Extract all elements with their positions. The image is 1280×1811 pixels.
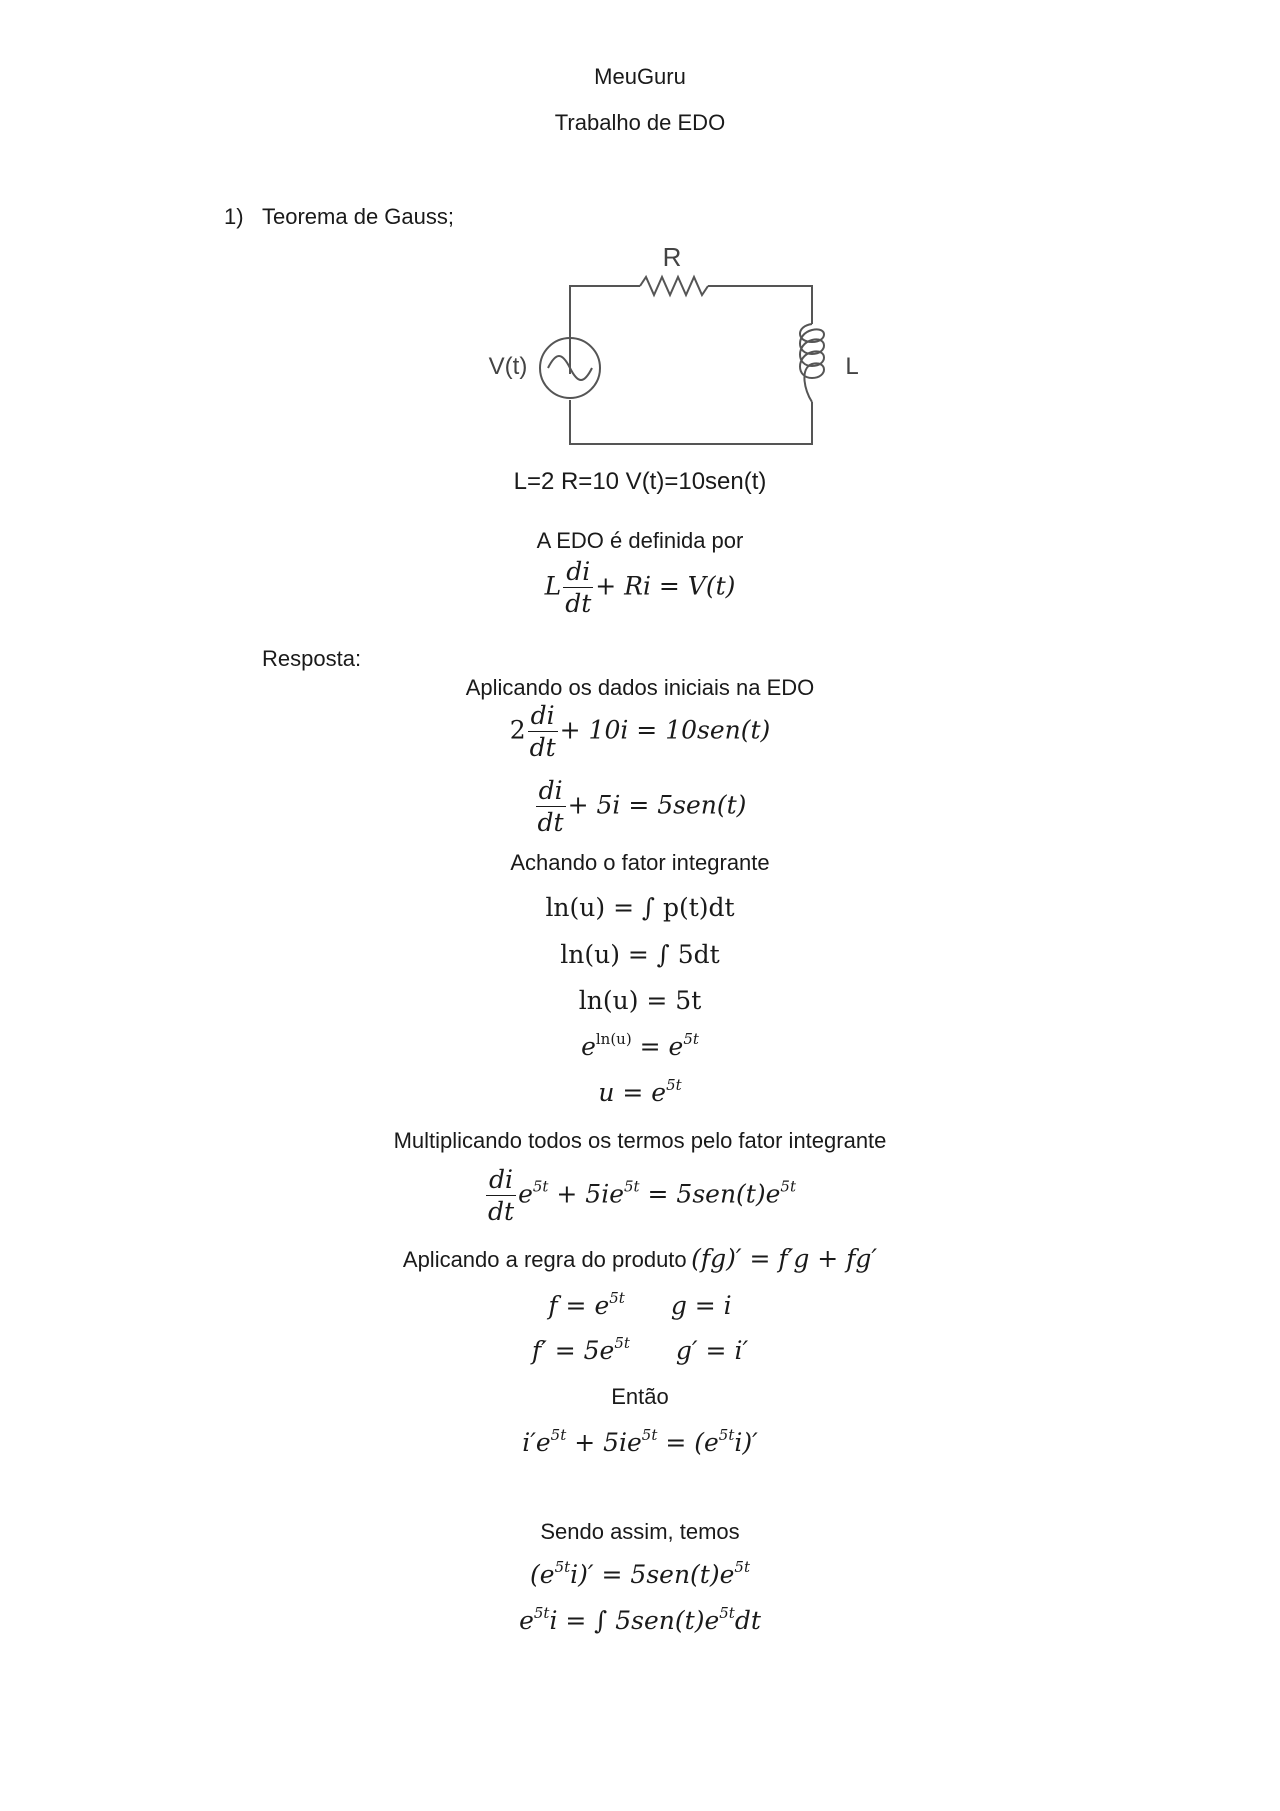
then-exp-2: 5t: [641, 1426, 658, 1444]
mult-exp-3: 5t: [780, 1177, 796, 1196]
product-rule-line: [0, 1246, 1280, 1271]
f-definition: f = e: [548, 1291, 610, 1320]
mult-e: e: [518, 1179, 533, 1209]
equation-1: [0, 700, 1280, 764]
edo-fraction-num: di: [566, 557, 591, 586]
eq1-fraction-num: di: [530, 701, 555, 730]
circuit-caption: L=2 R=10 V(t)=10sen(t): [513, 468, 767, 495]
eq1-fraction: [528, 700, 558, 764]
circuit-wire-top-left: [570, 286, 640, 374]
mult-rhs: = 5sen(t)e: [647, 1179, 781, 1209]
u-equation: [0, 1076, 1280, 1107]
eq1-coef: 2: [509, 715, 526, 745]
g-definition: g = i: [670, 1291, 732, 1320]
then-mid: + 5ie: [574, 1428, 642, 1457]
mult-fraction-num: di: [489, 1165, 514, 1194]
f-g-definitions: [0, 1289, 1280, 1320]
eq2-fraction-den: dt: [537, 808, 564, 838]
edo-L: L: [544, 571, 562, 601]
then-equation: [0, 1426, 1280, 1457]
exp-equation: [0, 1030, 1280, 1061]
circuit-wire-bottom: [570, 400, 812, 444]
fprime-gprime-definitions: [0, 1334, 1280, 1365]
edo-intro-text: A EDO é definida por: [536, 528, 744, 553]
then-rhs-close: i)′: [734, 1428, 758, 1457]
then-exp-1: 5t: [550, 1426, 567, 1444]
exp-ln-superscript: ln(u): [595, 1030, 632, 1048]
exp-equals: =: [639, 1032, 661, 1061]
edo-fraction: [563, 556, 593, 620]
mult-fraction: [486, 1164, 516, 1228]
mult-fraction-den: dt: [488, 1197, 515, 1227]
eq2-fraction-num: di: [538, 776, 563, 805]
step-integrating-factor: Achando o fator integrante: [510, 850, 770, 875]
resistor-zigzag: [640, 277, 708, 295]
question-number: 1): [224, 204, 244, 229]
then-rhs-open: = (e: [665, 1428, 719, 1457]
eq1-rest: + 10i = 10sen(t): [559, 715, 771, 745]
so-equation-2: [0, 1604, 1280, 1635]
source-label: V(t): [488, 353, 528, 380]
resistor-label: R: [662, 242, 682, 272]
u-exponent: 5t: [666, 1076, 682, 1094]
edo-equation: [0, 556, 1280, 620]
fprime-definition: f′ = 5e: [531, 1336, 615, 1365]
inductor-label: L: [845, 353, 859, 380]
exp-base-right: e: [668, 1032, 684, 1061]
f-exponent: 5t: [609, 1289, 625, 1307]
exp-5t-superscript: 5t: [683, 1030, 699, 1048]
then-exp-3: 5t: [718, 1426, 735, 1444]
so1-mid: i)′ = 5sen(t)e: [570, 1560, 735, 1589]
ln-equation-1: ln(u) = ∫ p(t)dt: [545, 893, 735, 922]
circuit-wire-top-right: [708, 286, 812, 324]
step-product-rule: Aplicando a regra do produto: [402, 1247, 687, 1272]
eq2-rest: + 5i = 5sen(t): [567, 790, 747, 820]
answer-label: Resposta:: [262, 646, 362, 671]
mult-exp-2: 5t: [624, 1177, 640, 1196]
gprime-definition: g′ = i′: [675, 1336, 749, 1365]
fprime-exponent: 5t: [614, 1334, 630, 1352]
step-multiply: Multiplicando todos os termos pelo fator integrante: [393, 1128, 887, 1153]
exp-base-left: e: [581, 1032, 596, 1061]
inductor-coil: [800, 324, 824, 402]
step-so: Sendo assim, temos: [540, 1519, 740, 1544]
document-brand: MeuGuru: [594, 64, 686, 89]
so1-exp-1: 5t: [554, 1558, 571, 1576]
so2-end: dt: [734, 1606, 761, 1635]
multiplied-equation: [0, 1164, 1280, 1228]
mult-mid: + 5ie: [556, 1179, 624, 1209]
product-rule-formula: (fg)′ = f′g + fg′: [691, 1244, 878, 1273]
ln-equation-3: ln(u) = 5t: [578, 986, 702, 1015]
mult-exp-1: 5t: [532, 1177, 549, 1196]
so1-open: (e: [530, 1560, 555, 1589]
so2-exp-1: 5t: [533, 1604, 550, 1622]
so-equation-1: [0, 1558, 1280, 1589]
so2-mid: i = ∫ 5sen(t)e: [549, 1606, 720, 1635]
document-title: Trabalho de EDO: [554, 110, 726, 135]
step-then: Então: [611, 1384, 669, 1409]
eq2-fraction: [536, 775, 566, 839]
so1-exp-2: 5t: [734, 1558, 750, 1576]
edo-rest: + Ri = V(t): [595, 571, 736, 601]
so2-lhs-e: e: [519, 1606, 534, 1635]
equation-2: [0, 775, 1280, 839]
edo-fraction-den: dt: [565, 589, 592, 619]
eq1-fraction-den: dt: [529, 733, 556, 763]
u-lhs: u = e: [598, 1078, 667, 1107]
ln-equation-2: ln(u) = ∫ 5dt: [560, 940, 720, 969]
then-lhs: i′e: [522, 1428, 551, 1457]
question-text: Teorema de Gauss;: [262, 204, 454, 229]
step-apply-initial: Aplicando os dados iniciais na EDO: [465, 675, 815, 700]
so2-exp-2: 5t: [719, 1604, 735, 1622]
